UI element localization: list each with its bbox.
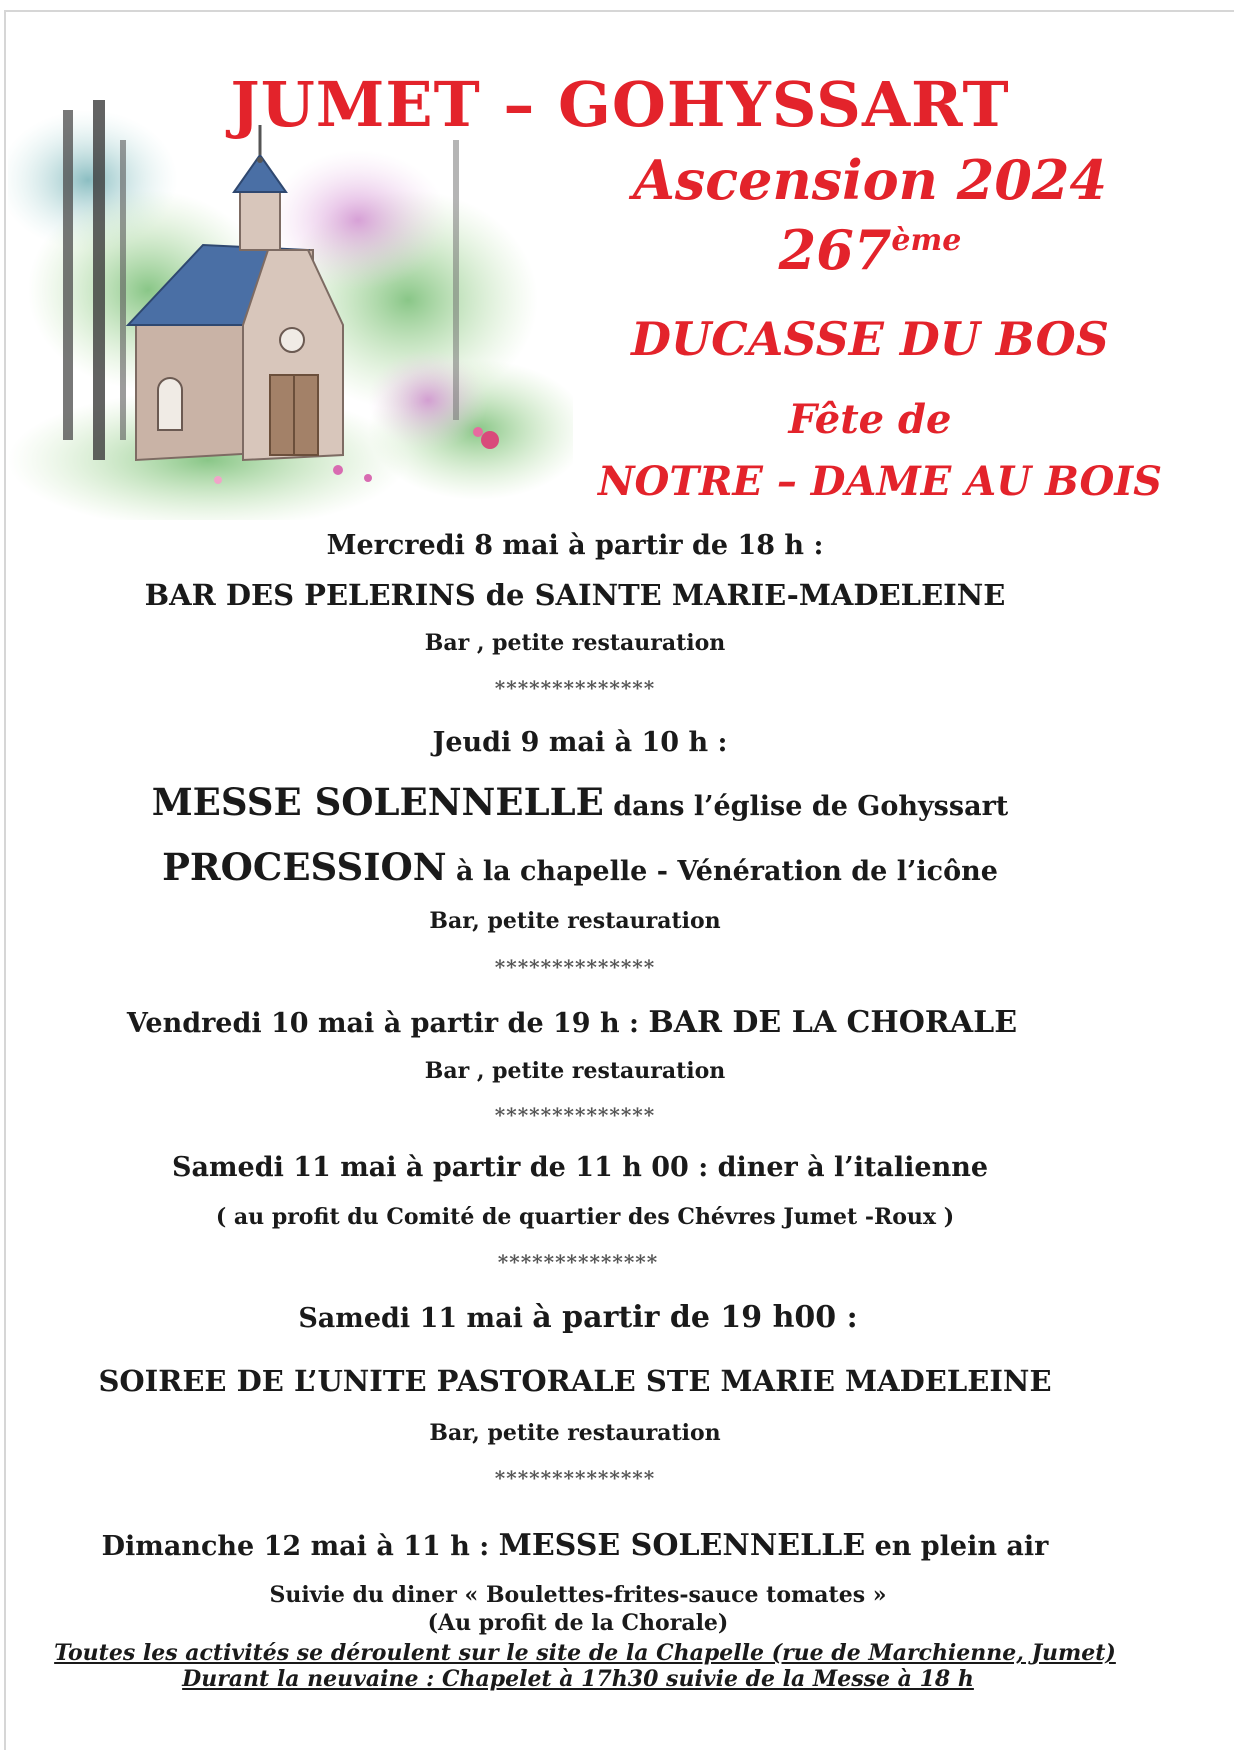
footer-neuvaine: Durant la neuvaine : Chapelet à 17h30 suivie de la Messe à 18 h (182, 1666, 974, 1692)
event-fri-when: Vendredi 10 mai à partir de 19 h : (126, 1008, 649, 1039)
event-wed-note: Bar , petite restauration (424, 630, 726, 656)
footer-location: Toutes les activités se déroulent sur le site de la Chapelle (rue de Marchienne, Jumet) (54, 1640, 1116, 1666)
edition (630, 218, 1110, 282)
fete-label: Fête de (788, 396, 952, 443)
event-thu-mass-rest: dans l’église de Gohyssart (603, 791, 1009, 822)
separator: ************** (497, 1250, 659, 1274)
chapel-watercolor-icon (8, 100, 573, 520)
event-thu-note: Bar, petite restauration (429, 908, 721, 934)
ducasse-title: DUCASSE DU BOS (631, 312, 1109, 366)
event-thu-mass-big: MESSE SOLENNELLE (151, 780, 604, 824)
event-thu-proc-big: PROCESSION (162, 845, 447, 889)
event-sat2-when-b: à partir de 19 h00 : (532, 1300, 858, 1335)
event-sun-title-rest: en plein air (865, 1531, 1049, 1562)
page-title: JUMET – GOHYSSART (230, 68, 1010, 141)
event-fri (0, 1005, 1192, 1040)
event-sat2-title: SOIREE DE L’UNITE PASTORALE STE MARIE MADELEINE (98, 1364, 1052, 1398)
separator: ************** (494, 1466, 656, 1490)
event-sat1-when: Samedi 11 mai à partir de 11 h 00 : diner à l’italienne (171, 1152, 989, 1183)
event-sat2-note: Bar, petite restauration (429, 1420, 721, 1446)
event-sat1-note: ( au profit du Comité de quartier des Chévres Jumet -Roux ) (215, 1204, 955, 1230)
event-sun-title: MESSE SOLENNELLE (498, 1528, 866, 1563)
subtitle: Ascension 2024 (632, 148, 1108, 212)
separator: ************** (494, 676, 656, 700)
event-thu-when: Jeudi 9 mai à 10 h : (432, 727, 728, 758)
event-fri-title: BAR DE LA CHORALE (648, 1005, 1018, 1040)
event-thu-procession (0, 845, 1200, 889)
event-thu-mass (0, 780, 1200, 824)
event-sun-note2: (Au profit de la Chorale) (427, 1610, 729, 1636)
separator: ************** (494, 1103, 656, 1127)
event-thu-proc-rest: à la chapelle - Vénération de l’icône (446, 856, 998, 887)
event-fri-note: Bar , petite restauration (424, 1058, 726, 1084)
event-sun (0, 1528, 1195, 1563)
edition-number: 267 (778, 218, 892, 282)
separator: ************** (494, 955, 656, 979)
event-sat2-when (0, 1300, 1198, 1335)
event-wed-title: BAR DES PELERINS de SAINTE MARIE-MADELEINE (144, 578, 1006, 612)
event-sun-note1: Suivie du diner « Boulettes-frites-sauce tomates » (269, 1582, 887, 1608)
event-sat2-when-a: Samedi 11 mai (298, 1303, 533, 1334)
edition-suffix: ème (891, 223, 962, 258)
notre-dame-title: NOTRE – DAME AU BOIS (597, 458, 1162, 505)
event-sun-when: Dimanche 12 mai à 11 h : (101, 1531, 499, 1562)
event-wed-when: Mercredi 8 mai à partir de 18 h : (326, 530, 824, 561)
